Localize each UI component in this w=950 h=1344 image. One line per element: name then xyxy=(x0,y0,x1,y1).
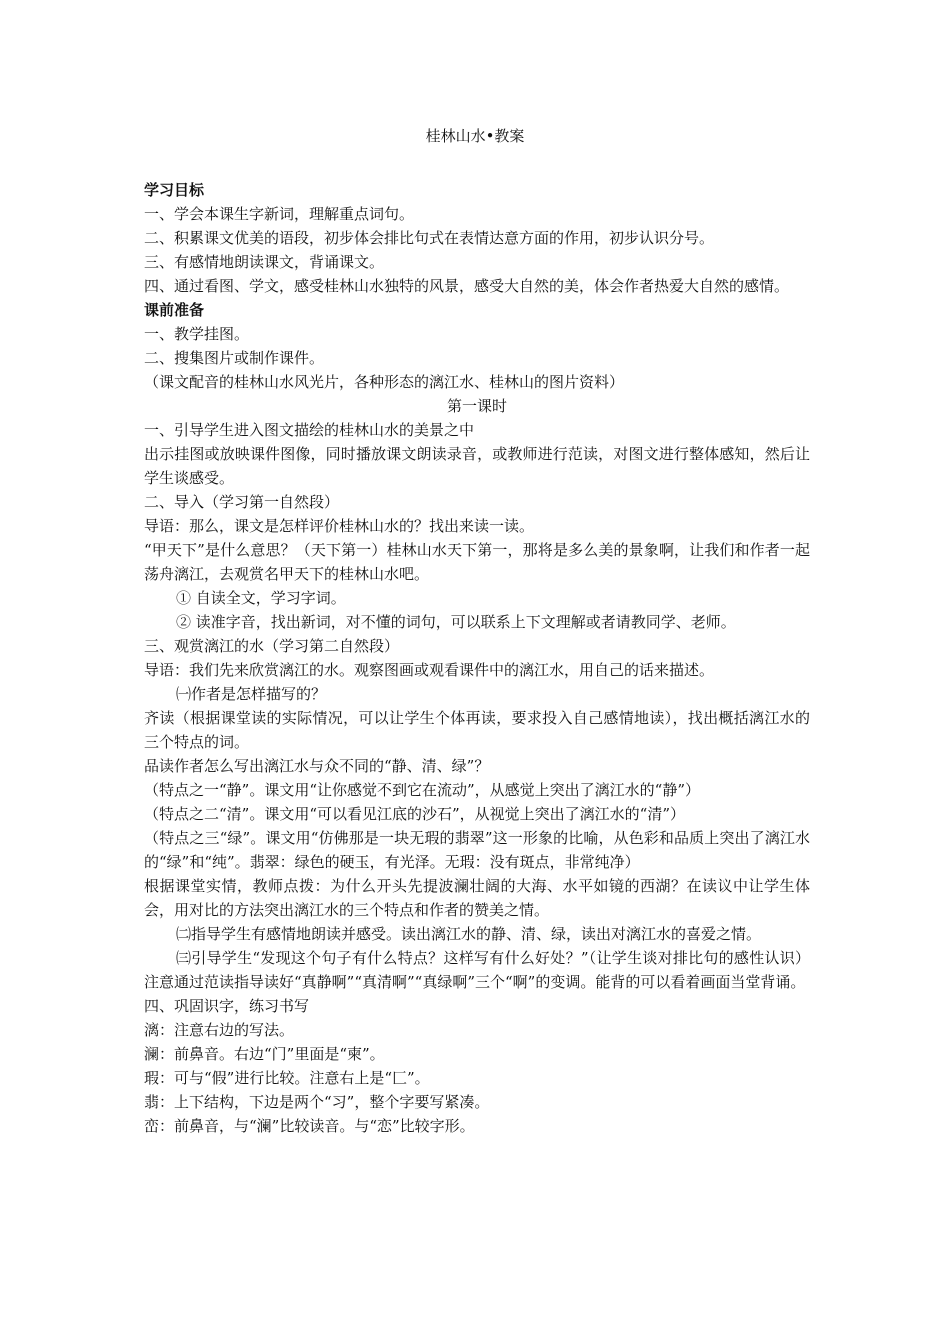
character-note: 瑕：可与“假”进行比较。注意右上是“匚”。 xyxy=(144,1069,430,1087)
character-note: 翡：上下结构，下边是两个“习”，整个字要写紧凑。 xyxy=(144,1093,490,1111)
list-item: ㈡指导学生有感情地朗读并感受。读出漓江水的静、清、绿，读出对漓江水的喜爱之情。 xyxy=(176,925,762,943)
section-heading: 四、巩固识字，练习书写 xyxy=(144,997,310,1015)
paragraph: （特点之二“清”。课文用“可以看见江底的沙石”，从视觉上突出了漓江水的“清”） xyxy=(144,805,686,823)
character-note: 澜：前鼻音。右边“门”里面是“柬”。 xyxy=(144,1045,385,1063)
paragraph: 一、学会本课生字新词，理解重点词句。 xyxy=(144,205,415,223)
paragraph: （特点之一“静”。课文用“让你感觉不到它在流动”，从感觉上突出了漓江水的“静”） xyxy=(144,781,701,799)
paragraph: 导语：那么，课文是怎样评价桂林山水的？找出来读一读。 xyxy=(144,517,535,535)
section-heading: 二、导入（学习第一自然段） xyxy=(144,493,340,511)
paragraph: 齐读（根据课堂读的实际情况，可以让学生个体再读，要求投入自己感情地读），找出概括漓江水的三个特点的词。 xyxy=(144,709,810,751)
list-item: ① 自读全文，学习字词。 xyxy=(176,589,346,607)
paragraph: “甲天下”是什么意思？（天下第一）桂林山水天下第一，那将是多么美的景象啊，让我们和作者一起荡舟漓江，去观赏名甲天下的桂林山水吧。 xyxy=(144,541,810,583)
paragraph: 一、教学挂图。 xyxy=(144,325,250,343)
heading-learning-goals: 学习目标 xyxy=(144,181,205,199)
paragraph: 三、有感情地朗读课文，背诵课文。 xyxy=(144,253,385,271)
paragraph: 二、搜集图片或制作课件。 xyxy=(144,349,325,367)
document-body xyxy=(144,178,810,1138)
list-item: ② 读准字音，找出新词，对不懂的词句，可以联系上下文理解或者请教同学、老师。 xyxy=(176,613,736,631)
paragraph: 四、通过看图、学文，感受桂林山水独特的风景，感受大自然的美，体会作者热爱大自然的感情。 xyxy=(144,277,790,295)
paragraph: （课文配音的桂林山水风光片，各种形态的漓江水、桂林山的图片资料） xyxy=(144,373,625,391)
heading-preparation: 课前准备 xyxy=(144,301,205,319)
lesson-heading: 第一课时 xyxy=(446,397,507,415)
character-note: 漓：注意右边的写法。 xyxy=(144,1021,295,1039)
paragraph: 出示挂图或放映课件图像，同时播放课文朗读录音，或教师进行范读，对图文进行整体感知，然后让学生谈感受。 xyxy=(144,445,810,487)
list-item: ㈢引导学生“发现这个句子有什么特点？这样写有什么好处？”（让学生谈对排比句的感性认识）注意通过范读指导读好“真静啊”“真清啊”“真绿啊”三个“啊”的变调。能背的可以看着画面当堂背诵。 xyxy=(144,949,810,991)
paragraph: 品读作者怎么写出漓江水与众不同的“静、清、绿”？ xyxy=(144,757,490,775)
section-heading: 三、观赏漓江的水（学习第二自然段） xyxy=(144,637,400,655)
section-heading: 一、引导学生进入图文描绘的桂林山水的美景之中 xyxy=(144,421,475,439)
paragraph: 二、积累课文优美的语段，初步体会排比句式在表情达意方面的作用，初步认识分号。 xyxy=(144,229,715,247)
list-item: ㈠作者是怎样描写的？ xyxy=(176,685,327,703)
character-note: 峦：前鼻音，与“澜”比较读音。与“恋”比较字形。 xyxy=(144,1117,475,1135)
page-title: 桂林山水•教案 xyxy=(425,127,525,145)
paragraph: 根据课堂实情，教师点拨：为什么开头先提波澜壮阔的大海、水平如镜的西湖？在读议中让学生体会，用对比的方法突出漓江水的三个特点和作者的赞美之情。 xyxy=(144,877,810,919)
paragraph: 导语：我们先来欣赏漓江的水。观察图画或观看课件中的漓江水，用自己的话来描述。 xyxy=(144,661,715,679)
paragraph: （特点之三“绿”。课文用“仿佛那是一块无瑕的翡翠”这一形象的比喻，从色彩和品质上突出了漓江水的“绿”和“纯”。翡翠：绿色的硬玉，有光泽。无瑕：没有斑点，非常纯净） xyxy=(144,829,810,871)
